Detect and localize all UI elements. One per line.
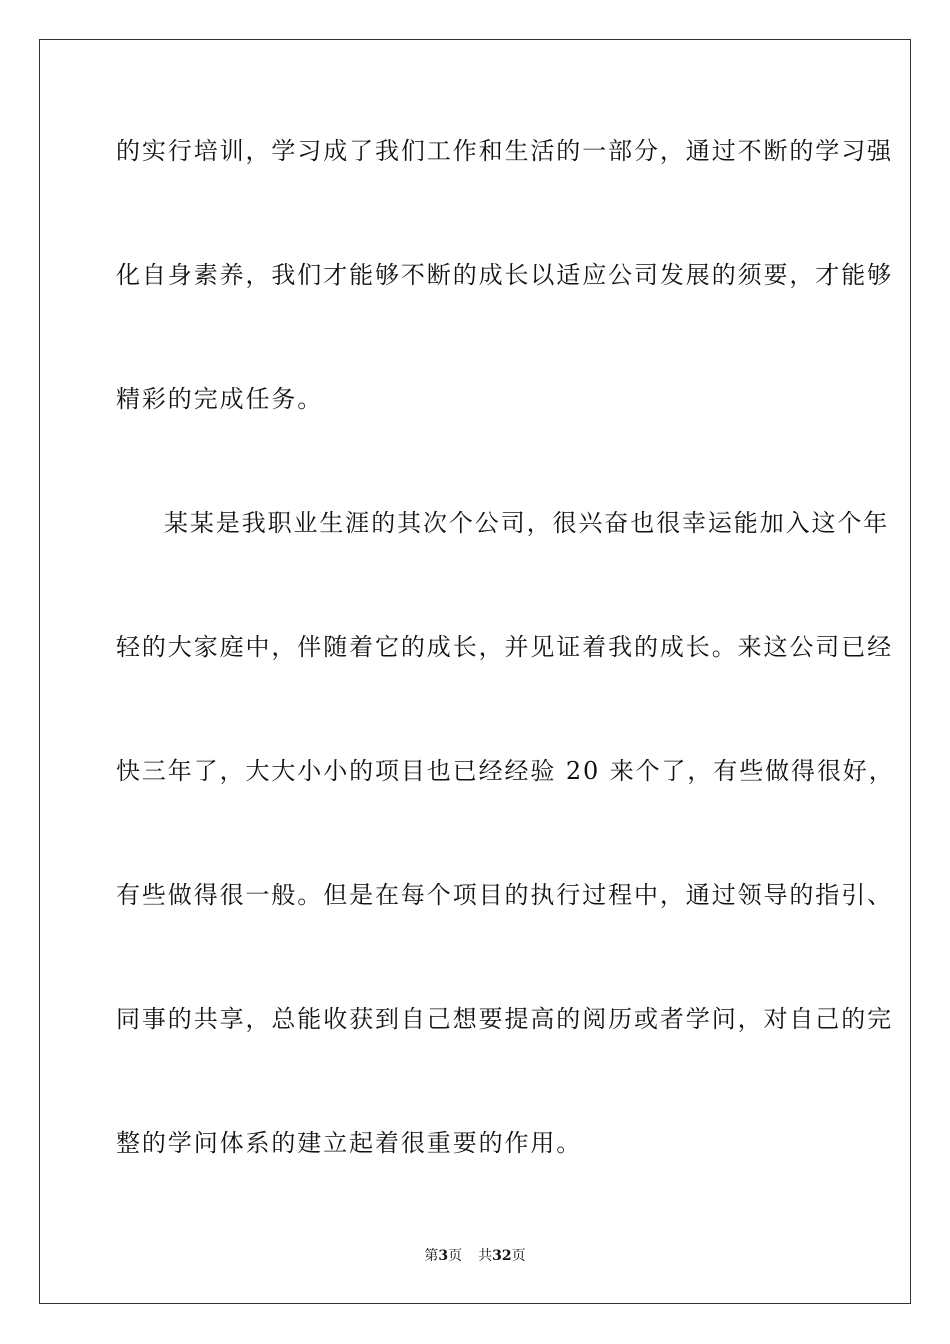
page-suffix: 页: [448, 1248, 463, 1264]
total-prefix: 共: [478, 1248, 493, 1264]
body-line-1: 的实行培训，学习成了我们工作和生活的一部分，通过不断的学习强: [116, 137, 893, 165]
body-line-2: 化自身素养，我们才能够不断的成长以适应公司发展的须要，才能够: [116, 261, 893, 289]
page-number: 3: [438, 1248, 449, 1264]
body-line-6: 快三年了，大大小小的项目也已经经验 20 来个了，有些做得很好，: [116, 757, 895, 785]
body-line-3: 精彩的完成任务。: [116, 385, 324, 413]
page-prefix: 第: [424, 1248, 439, 1264]
body-line-4: 某某是我职业生涯的其次个公司，很兴奋也很幸运能加入这个年: [164, 509, 890, 537]
page-footer: [0, 1246, 950, 1266]
body-line-7: 有些做得很一般。但是在每个项目的执行过程中，通过领导的指引、: [116, 881, 893, 909]
body-line-5: 轻的大家庭中，伴随着它的成长，并见证着我的成长。来这公司已经: [116, 633, 893, 661]
body-line-9: 整的学问体系的建立起着很重要的作用。: [116, 1129, 583, 1157]
page-border: [39, 39, 911, 1304]
total-suffix: 页: [511, 1248, 526, 1264]
body-line-8: 同事的共享，总能收获到自己想要提高的阅历或者学问，对自己的完: [116, 1005, 893, 1033]
total-pages: 32: [492, 1248, 512, 1264]
